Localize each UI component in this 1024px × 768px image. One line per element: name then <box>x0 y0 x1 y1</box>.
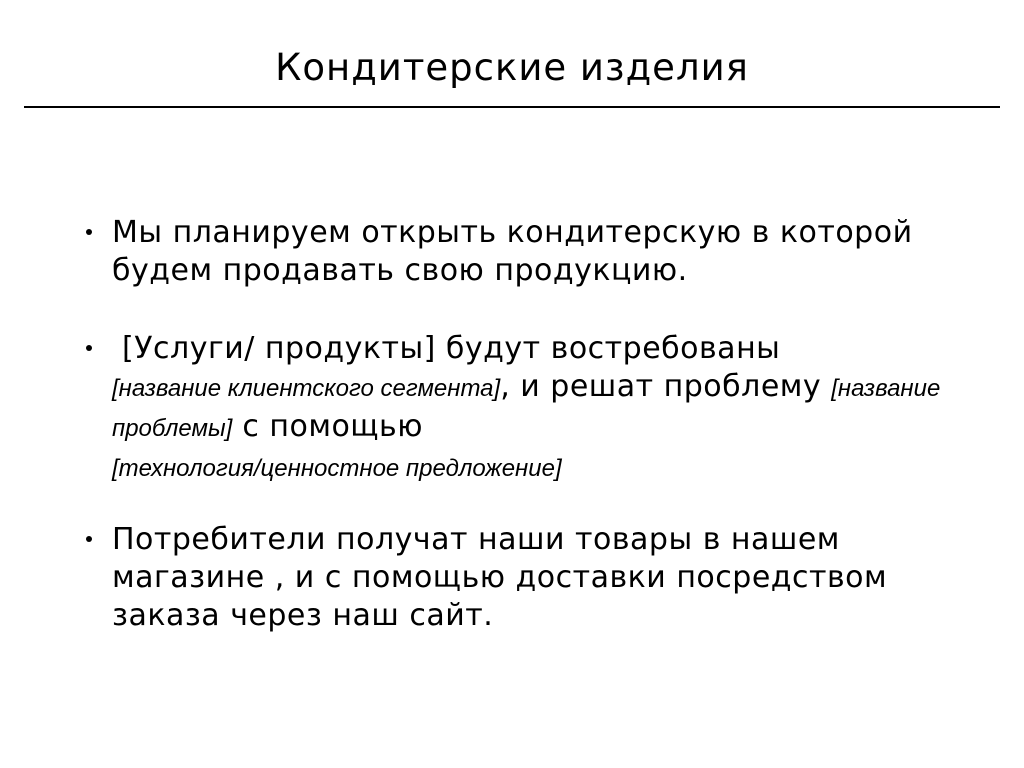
bullet-text-after: с помощью <box>232 409 423 444</box>
bullet-text: Потребители получат наши товары в нашем магазине , и с помощью доставки посредством заказа через наш сайт. <box>112 522 888 633</box>
bullet-text-mid: , и решат проблему <box>500 369 832 404</box>
bullet-text-lead: [Услуги/ продукты] будут востребованы <box>112 331 781 366</box>
bullet-text: Мы планируем открыть кондитерскую в которой будем продавать свою продукцию. <box>112 215 913 288</box>
list-item <box>112 521 972 635</box>
list-item <box>112 214 972 290</box>
bullet-icon <box>86 345 92 351</box>
slide-title: Кондитерские изделия <box>275 46 749 89</box>
bullet-icon <box>86 536 92 542</box>
client-segment-placeholder: [название клиентского сегмента] <box>112 375 501 402</box>
bullet-icon <box>86 229 92 235</box>
list-item <box>112 330 972 488</box>
problem-placeholder: [название проблемы] <box>112 375 941 442</box>
value-proposition-placeholder: [технология/ценностное предложение] <box>112 455 562 482</box>
